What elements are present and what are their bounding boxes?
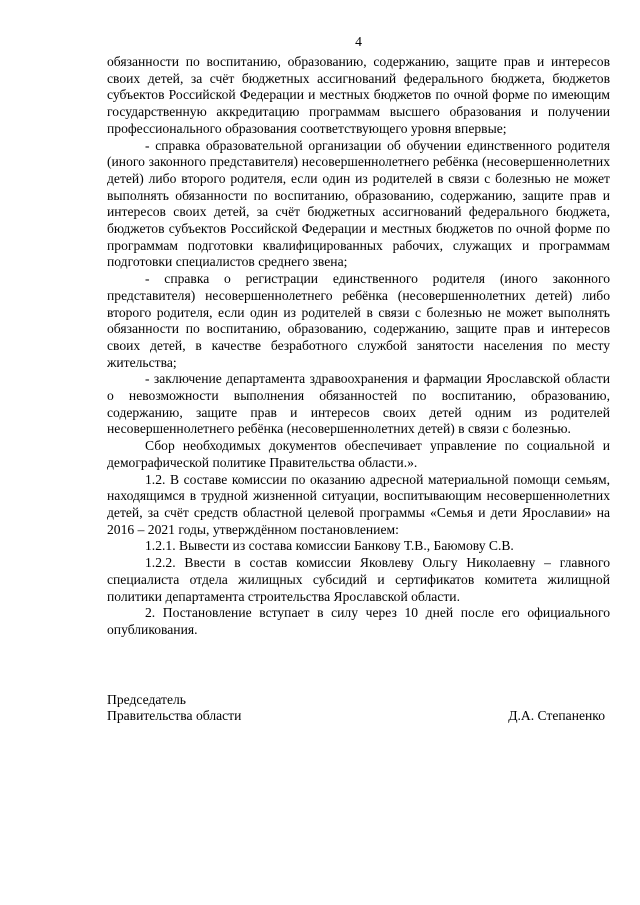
paragraph-health-conclusion: - заключение департамента здравоохранения и фармации Ярославской области о невозможности выполнения обязанностей по воспитанию, образованию, содержанию, защите прав и интересов своих детей одним из родителей несовершеннолетнего ребёнка (несовершеннолетних детей) в связи с болезнью. xyxy=(107,371,610,437)
signature-title-line1: Председатель xyxy=(107,691,186,707)
paragraph-document-collection: Сбор необходимых документов обеспечивает управление по социальной и демографической политике Правительства области.». xyxy=(107,438,610,470)
paragraph-1-2-2: 1.2.2. Ввести в состав комиссии Яковлеву Ольгу Николаевну – главного специалиста отдела жилищных субсидий и сертификатов комитета жилищной политики департамента строительства Ярославской области. xyxy=(107,555,610,604)
signature-title-line2: Правительства области xyxy=(107,708,242,724)
spacer xyxy=(107,639,610,692)
document-page xyxy=(107,34,610,725)
paragraph-continuation: обязанности по воспитанию, образованию, содержанию, защите прав и интересов своих детей, за счёт бюджетных ассигнований федерального бюджета, бюджетов субъектов Российской Федерации и местных бюджетов по очной форме по имеющим государственную аккредитацию программам высшего образования и получении профессионального образования соответствующего уровня впервые; xyxy=(107,54,610,136)
signature-row xyxy=(107,708,610,725)
paragraph-1-2-1: 1.2.1. Вывести из состава комиссии Банкову Т.В., Баюмову С.В. xyxy=(145,538,514,554)
paragraph-1-2: 1.2. В составе комиссии по оказанию адресной материальной помощи семьям, находящимся в трудной жизненной ситуации, воспитывающим несовершеннолетних детей, за счёт средств областной целевой программы «Семья и дети Ярославии» на 2016 – 2021 годы, утверждённом постановлением: xyxy=(107,471,610,537)
paragraph-2: 2. Постановление вступает в силу через 10 дней после его официального опубликования. xyxy=(107,605,610,637)
signature-name: Д.А. Степаненко xyxy=(508,708,605,724)
signature-block xyxy=(107,692,610,725)
paragraph-education-certificate: - справка образовательной организации об обучении единственного родителя (иного законного представителя) несовершеннолетнего ребёнка (несовершеннолетних детей) либо второго родителя, если один из родителей в связи с болезнью не может выполнять обязанности по воспитанию, образованию, содержанию, защите прав и интересов своих детей, за счёт бюджетных ассигнований федерального бюджета, бюджетов субъектов Российской Федерации и местных бюджетов по очной форме по программам подготовки квалифицированных рабочих, служащих и программам подготовки специалистов среднего звена; xyxy=(107,137,610,270)
page-number: 4 xyxy=(355,34,362,49)
paragraph-unemployment-certificate: - справка о регистрации единственного родителя (иного законного представителя) несовершеннолетнего ребёнка (несовершеннолетних детей) либо второго родителя, если один из родителей в связи с болезнью не может выполнять обязанности по воспитанию, образованию, содержанию, защите прав и интересов своих детей, в качестве безработного службой занятости населения по месту жительства; xyxy=(107,271,610,370)
